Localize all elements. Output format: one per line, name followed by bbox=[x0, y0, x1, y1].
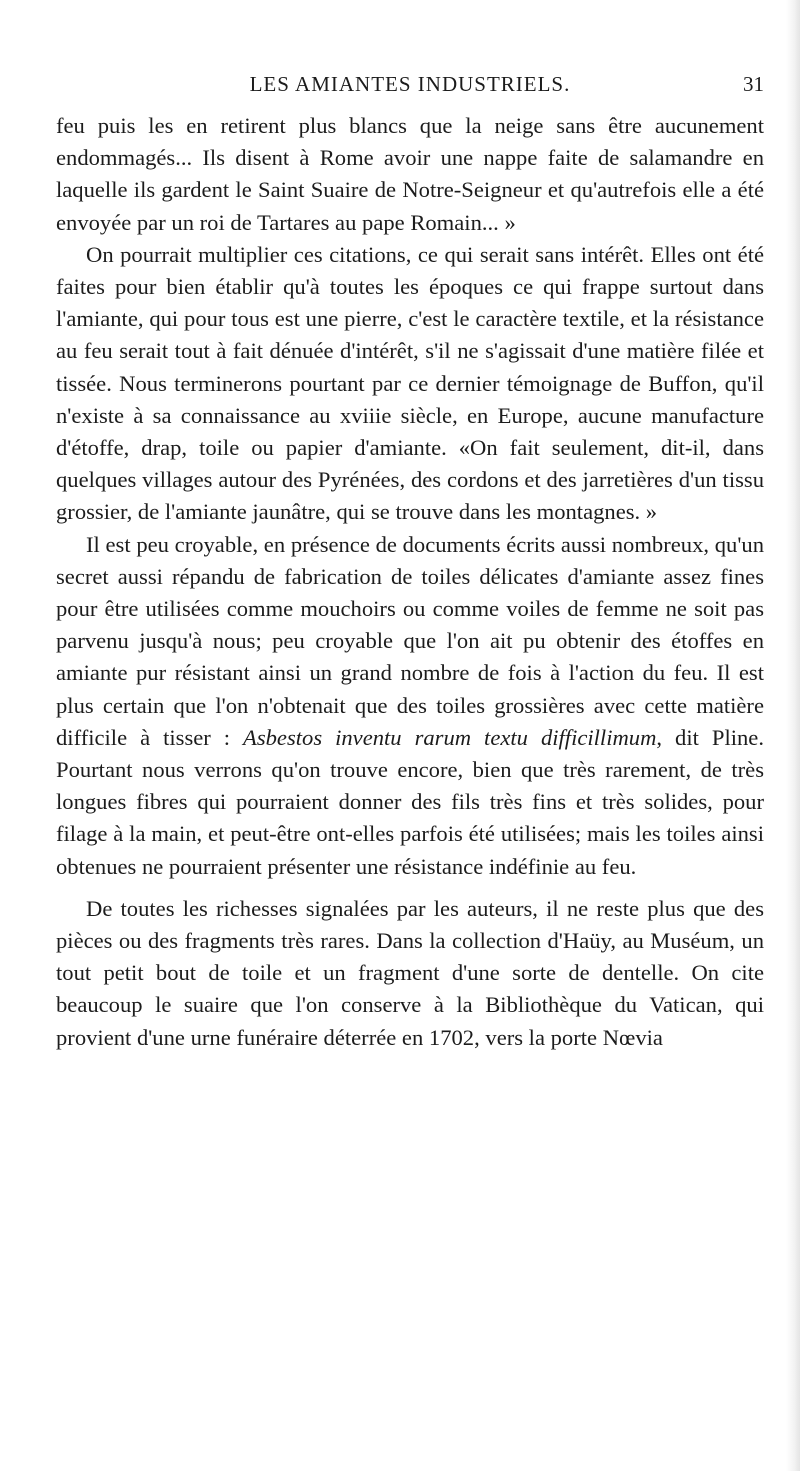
body-text bbox=[56, 110, 764, 1054]
paragraph-1: feu puis les en retirent plus blancs que la neige sans être aucunement endommagés... Ils disent à Rome avoir une nappe faite de salamandre en laquelle ils gardent le Saint Suaire de Notre-Seigneur et qu'autrefois elle a été envoyée par un roi de Tartares au pape Romain... » bbox=[56, 113, 764, 235]
paragraph-3-text-after: , dit Pline. Pourtant nous verrons qu'on trouve encore, bien que très rarement, de très longues fibres qui pourraient donner des fils très fins et très solides, pour filage à la main, et peut-être ont-elles parfois été utilisées; mais les toiles ainsi obtenues ne pourraient présenter une résistance indéfinie au feu. bbox=[56, 724, 764, 879]
page-number: 31 bbox=[743, 72, 764, 96]
running-head bbox=[56, 72, 764, 106]
pliny-quotation: Asbestos inventu rarum textu difficillimum bbox=[243, 724, 657, 750]
scan-edge bbox=[786, 0, 800, 1471]
paragraph-2: On pourrait multiplier ces citations, ce qui serait sans intérêt. Elles ont été faites pour bien établir qu'à toutes les époques ce qui frappe surtout dans l'amiante, qui pour tous est une pierre, c'est le caractère textile, et la résistance au feu serait tout à fait dénuée d'intérêt, s'il ne s'agissait d'une matière filée et tissée. Nous terminerons pourtant par ce dernier témoignage de Buffon, qu'il n'existe à sa connaissance au xviiie siècle, en Europe, aucune manufacture d'étoffe, drap, toile ou papier d'amiante. «On fait seulement, dit-il, dans quelques villages autour des Pyrénées, des cordons et des jarretières d'un tissu grossier, de l'amiante jaunâtre, qui se trouve dans les montagnes. » bbox=[56, 241, 764, 525]
paragraph-3-text-before: Il est peu croyable, en présence de documents écrits aussi nombreux, qu'un secret aussi répandu de fabrication de toiles délicates d'amiante assez fines pour être utilisées comme mouchoirs ou comme voiles de femme ne soit pas parvenu jusqu'à nous; peu croyable que l'on ait pu obtenir des étoffes en amiante pur résistant ainsi un grand nombre de fois à l'action du feu. Il est plus certain que l'on n'obtenait que des toiles grossières avec cette matière difficile à tisser : bbox=[56, 531, 764, 750]
paragraph-4: De toutes les richesses signalées par les auteurs, il ne reste plus que des pièces ou des fragments très rares. Dans la collection d'Haüy, au Muséum, un tout petit bout de toile et un fragment d'une sorte de dentelle. On cite beaucoup le suaire que l'on conserve à la Bibliothèque du Vatican, qui provient d'une urne funéraire déterrée en 1702, vers la porte Nœvia bbox=[56, 895, 764, 1050]
paragraph-3 bbox=[56, 529, 764, 883]
running-title: LES AMIANTES INDUSTRIELS. bbox=[249, 72, 571, 96]
